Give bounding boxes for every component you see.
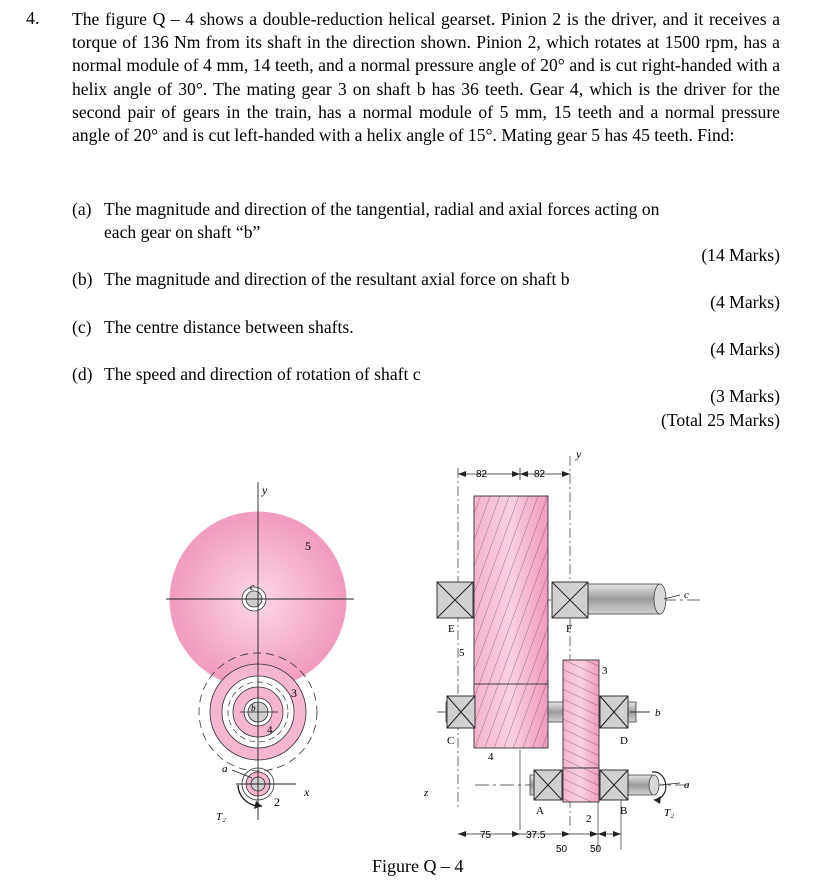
bearing-E	[437, 582, 473, 618]
side-axis-y: y	[576, 447, 582, 461]
label-shaft-a: a	[684, 779, 690, 791]
question-stem: The figure Q – 4 shows a double-reduction helical gearset. Pinion 2 is the driver, and it receives a torque of 136 Nm from its shaft in the direction shown. Pinion 2, which rotates at 1500 rpm, has a normal module of 4 mm, 14 teeth, and a normal pressure angle of 20° and is cut right-handed with a helix angle of 30°. The mating gear 3 on shaft b has 36 teeth. Gear 4, which is the driver for the second pair of gears in the train, has a normal module of 5 mm, 15 teeth and a normal pressure angle of 20° and is cut left-handed with a helix angle of 15°. Mating gear 5 has 45 teeth. Find:	[72, 9, 780, 146]
part-b-label: (b)	[72, 269, 93, 289]
part-b-text: The magnitude and direction of the resultant axial force on shaft b	[104, 269, 570, 289]
dim-bot-1: 75	[480, 830, 492, 841]
front-view	[166, 482, 354, 823]
gearset-figure	[0, 440, 828, 852]
part-a-label: (a)	[72, 199, 92, 219]
label-gear-5: 5	[459, 647, 465, 659]
label-bearing-D: D	[620, 735, 628, 747]
front-label-gear5: 5	[305, 539, 311, 553]
label-bearing-E: E	[448, 623, 455, 635]
front-label-a: a	[222, 763, 228, 775]
bearing-A	[534, 770, 562, 800]
dim-bot-4: 50	[590, 844, 602, 852]
bearing-B	[600, 770, 628, 800]
front-label-gear4: 4	[267, 724, 273, 736]
part-a-text-line2: each gear on shaft “b”	[104, 222, 261, 242]
label-shaft-c: c	[684, 589, 689, 601]
front-label-c: c	[250, 582, 255, 593]
bearing-D	[600, 696, 628, 728]
label-gear-4: 4	[488, 751, 494, 763]
part-a-marks: (14 Marks)	[701, 245, 780, 265]
dim-bot-3: 50	[556, 844, 568, 852]
part-d-text: The speed and direction of rotation of shaft c	[104, 364, 421, 384]
total-marks: (Total 25 Marks)	[661, 410, 780, 430]
side-axis-z: z	[424, 787, 429, 799]
front-axis-y: y	[262, 483, 268, 497]
label-shaft-b: b	[655, 707, 661, 719]
question-number: 4.	[26, 8, 40, 28]
shaft-c-side	[588, 584, 660, 614]
part-a-text-line1: The magnitude and direction of the tangential, radial and axial forces acting on	[104, 199, 660, 219]
bearing-C	[447, 696, 475, 728]
part-b	[72, 268, 732, 292]
label-gear-2: 2	[586, 813, 592, 825]
label-bearing-A: A	[536, 805, 544, 817]
figure-caption: Figure Q – 4	[372, 856, 464, 876]
side-view	[423, 447, 700, 852]
dim-bot-2: 37.5	[526, 830, 546, 841]
part-c-label: (c)	[72, 317, 92, 337]
label-bearing-C: C	[447, 735, 455, 747]
front-label-gear2: 2	[274, 795, 280, 809]
part-d	[72, 363, 732, 387]
front-axis-x: x	[304, 785, 310, 799]
part-d-label: (d)	[72, 364, 93, 384]
label-gear-3: 3	[602, 665, 608, 677]
part-b-marks: (4 Marks)	[710, 292, 780, 312]
label-bearing-F: F	[566, 623, 573, 635]
label-torque-side: T₂	[664, 807, 674, 819]
dim-top-1: 82	[476, 469, 488, 480]
part-a	[72, 198, 772, 248]
bearing-F	[552, 582, 588, 618]
part-d-marks: (3 Marks)	[710, 386, 780, 406]
front-label-gear3: 3	[291, 686, 297, 700]
label-bearing-B: B	[620, 805, 628, 817]
front-label-b: b	[251, 703, 256, 713]
part-c	[72, 316, 732, 340]
part-c-marks: (4 Marks)	[710, 339, 780, 359]
dim-top-2: 82	[534, 469, 546, 480]
front-label-torque: T₂	[216, 811, 226, 823]
part-c-text: The centre distance between shafts.	[104, 317, 354, 337]
